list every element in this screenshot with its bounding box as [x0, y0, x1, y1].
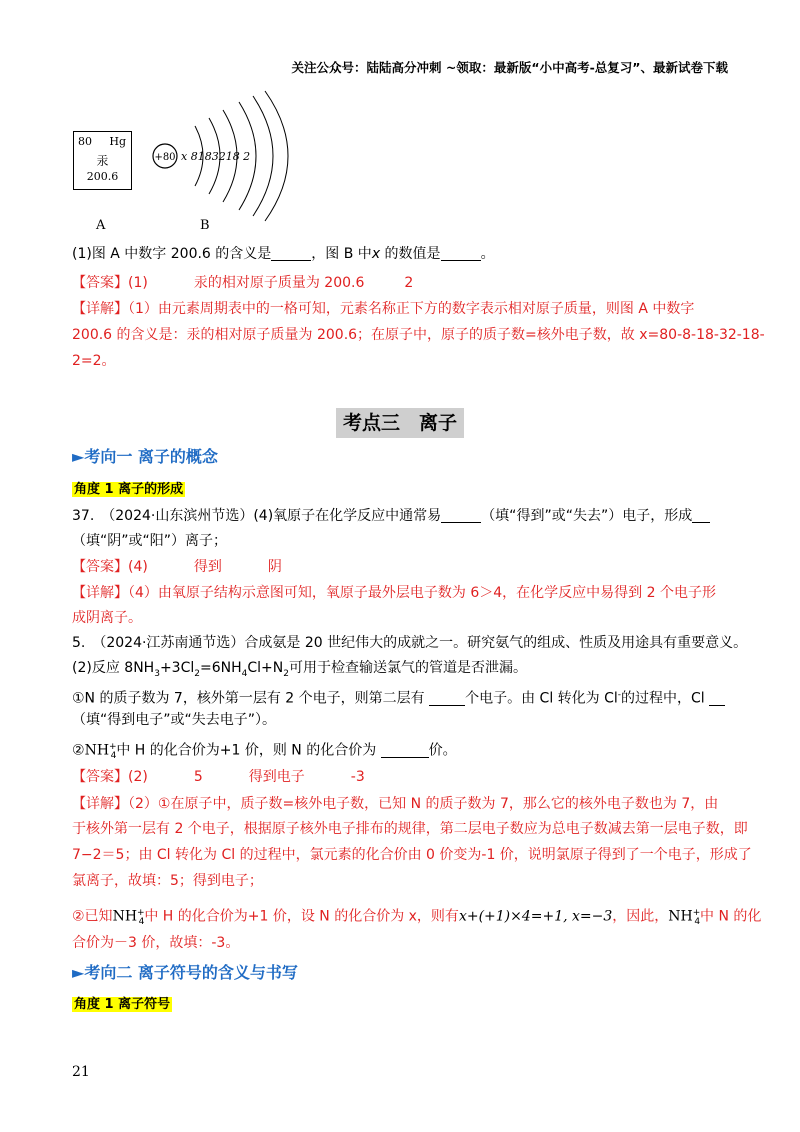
answer-blank [271, 246, 311, 261]
atomic-structure-diagram [145, 88, 315, 223]
element-card [73, 131, 132, 190]
direction-heading: ►考向二 离子符号的含义与书写 [72, 963, 298, 982]
q37-detail-line: 【详解】（4）由氧原子结构示意图可知，氧原子最外层电子数为 6＞4，在化学反应中易得到 2 个电子形 [72, 585, 716, 601]
page-number: 21 [72, 1064, 90, 1080]
q5-item-1: ①N 的质子数为 7，核外第一层有 2 个电子，则第二层有 个电子。由 Cl 转化为 Cl-的过程中，Cl [72, 684, 732, 710]
q5-detail-line: 于核外第一层有 2 个电子，根据原子核外电子排布的规律，第二层电子数应为总电子数减去第一层电子数，即 [72, 821, 748, 837]
q5-answer: 【答案】(2) 5 得到电子 -3 [72, 769, 365, 785]
q5-detail-line: ②已知$NH^+_4$中 H 的化合价为+1 价，设 N 的化合价为 x，则有x+(+1)×4=+1, x=−3，因此，$NH^+_4$中 N 的化 [72, 908, 762, 928]
element-symbol: Hg [109, 135, 126, 148]
q1-answer: 【答案】(1) 汞的相对原子质量为 200.6 2 [72, 275, 414, 291]
answer-blank [709, 691, 725, 706]
mercury-figure [70, 88, 310, 233]
direction-heading: ►考向一 离子的概念 [72, 447, 218, 466]
q37-question-line2: （填“阴”或“阳”）离子； [72, 533, 228, 549]
atomic-mass: 200.6 [86, 170, 119, 183]
q5-item-1-line2: （填“得到电子”或“失去电子”）。 [72, 712, 277, 728]
answer-blank [441, 246, 481, 261]
answer-blank [441, 508, 481, 523]
figure-label-b: B [200, 218, 210, 233]
q5-detail-line: 氯离子，故填：5；得到电子； [72, 873, 263, 889]
q37-question: 37. （2024·山东滨州节选）(4)氧原子在化学反应中通常易 （填“得到”或“失去”）电子，形成 [72, 505, 732, 527]
q37-answer: 【答案】(4) 得到 阴 [72, 559, 282, 575]
equation: x+(+1)×4=+1, x=−3 [458, 908, 613, 925]
answer-blank [429, 691, 465, 706]
atomic-number: 80 [78, 135, 92, 148]
q5-reaction: (2)反应 $8NH_3+3Cl_2=6NH_4Cl+N_2$可用于检查输送氯气的管道是否泄漏。 [72, 660, 527, 679]
q5-detail-line: 合价为－3 价，故填：-3。 [72, 935, 240, 951]
q1-detail-line: 200.6 的含义是：汞的相对原子质量为 200.6；在原子中，原子的质子数=核外电子数，故 x=80-8-18-32-18- [72, 327, 765, 343]
q5-detail-line: 【详解】（2）①在原子中，质子数=核外电子数，已知 N 的质子数为 7，那么它的核外电子数也为 7，由 [72, 796, 719, 812]
q1-question: (1)图 A 中数字 200.6 的含义是 ，图 B 中x 的数值是 。 [72, 246, 495, 262]
nucleus-charge: +80 [154, 152, 176, 163]
section-title: 考点三 离子 [336, 408, 464, 438]
q1-detail-line: 2=2。 [72, 353, 116, 369]
element-name: 汞 [96, 154, 109, 168]
shell-electrons: x 8183218 2 [181, 150, 251, 163]
answer-blank [692, 508, 710, 523]
q1-detail-line: 【详解】（1）由元素周期表中的一格可知，元素名称正下方的数字表示相对原子质量，则图 A 中数字 [72, 301, 695, 317]
q5-item-2: $②NH^+_4$中 H 的化合价为+1 价，则 N 的化合价为 价。 [72, 742, 457, 762]
q5-intro: 5. （2024·江苏南通节选）合成氨是 20 世纪伟大的成就之一。研究氨气的组成、性质及用途具有重要意义。 [72, 635, 748, 651]
figure-label-a: A [96, 218, 106, 233]
shell-arc-6 [265, 91, 288, 221]
q5-detail-line: 7−2＝5；由 Cl 转化为 Cl 的过程中，氯元素的化合价由 0 价变为-1 价，说明氯原子得到了一个电子，形成了 [72, 847, 752, 863]
page-header: 关注公众号：陆陆高分冲刺 ~领取：最新版“小中高考-总复习”、最新试卷下载 [291, 60, 728, 75]
angle-heading: 角度 1 离子的形成 [74, 482, 184, 497]
q37-detail-line: 成阴离子。 [72, 610, 142, 626]
angle-heading: 角度 1 离子符号 [74, 997, 171, 1012]
answer-blank [381, 743, 429, 758]
